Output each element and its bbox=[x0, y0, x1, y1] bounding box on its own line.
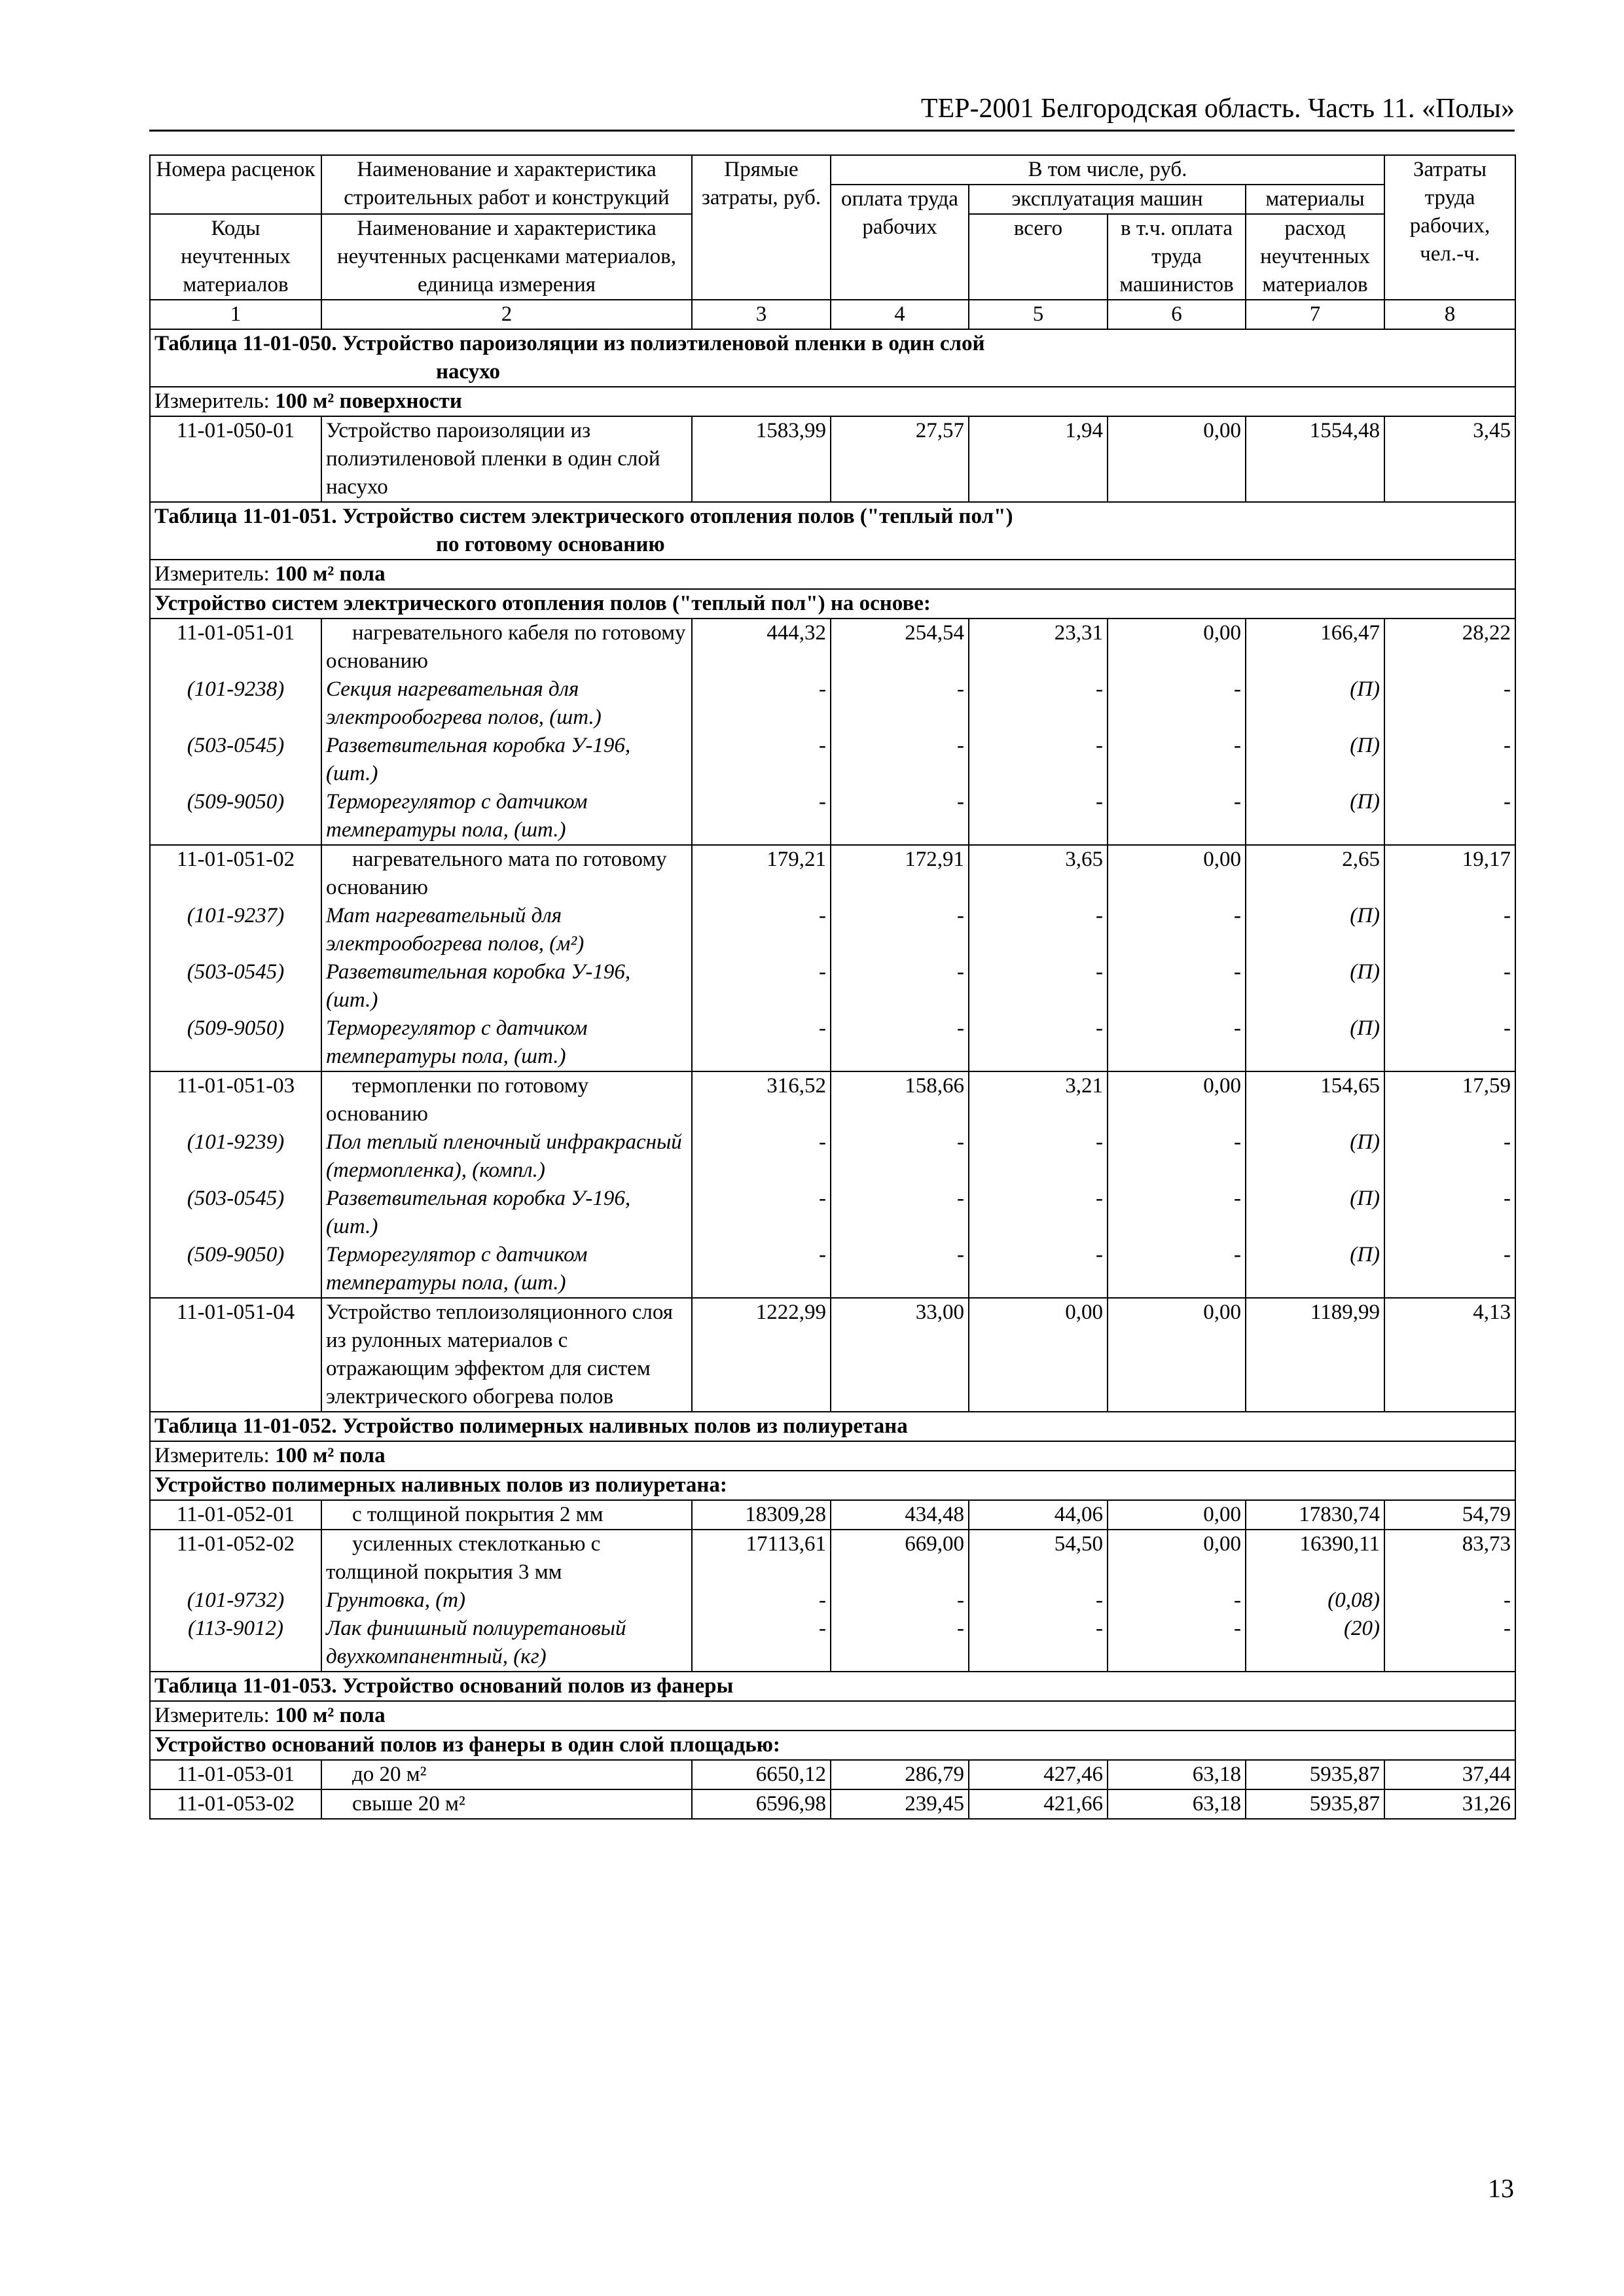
dash: - bbox=[1384, 1615, 1515, 1672]
rate-name-text: термопленки по готовому основанию bbox=[326, 1074, 589, 1126]
dash: - bbox=[969, 1241, 1108, 1298]
dash: - bbox=[1108, 902, 1246, 958]
rate-name-text: нагревательного мата по готовому основанию bbox=[326, 848, 667, 899]
hdr-col5: всего bbox=[969, 214, 1108, 300]
material-qty: (П) bbox=[1246, 958, 1384, 1014]
colnum-4: 4 bbox=[831, 300, 969, 329]
dash: - bbox=[1384, 675, 1515, 732]
header-rule bbox=[149, 130, 1515, 132]
header-row-1 bbox=[150, 155, 1515, 185]
table-050-title-row bbox=[150, 329, 1515, 387]
colnum-5: 5 bbox=[969, 300, 1108, 329]
hdr-col6: в т.ч. оплата труда машинистов bbox=[1108, 214, 1246, 300]
machinists-pay: 0,00 bbox=[1108, 1500, 1246, 1530]
material-qty: (20) bbox=[1246, 1615, 1384, 1672]
dash: - bbox=[831, 958, 969, 1014]
rate-name bbox=[321, 1789, 692, 1819]
colnum-7: 7 bbox=[1246, 300, 1384, 329]
meter-value: 100 м² пола bbox=[275, 562, 386, 586]
direct-cost: 18309,28 bbox=[692, 1500, 831, 1530]
table-row bbox=[150, 1530, 1515, 1587]
materials-cost: 2,65 bbox=[1246, 845, 1384, 902]
direct-cost: 6596,98 bbox=[692, 1789, 831, 1819]
dash: - bbox=[969, 902, 1108, 958]
rate-name-text: свыше 20 м² bbox=[352, 1792, 465, 1816]
table-052-meter bbox=[150, 1441, 1515, 1471]
machines-total: 23,31 bbox=[969, 619, 1108, 675]
material-row bbox=[150, 1587, 1515, 1615]
machinists-pay: 0,00 bbox=[1108, 1071, 1246, 1128]
machines-total: 0,00 bbox=[969, 1298, 1108, 1412]
direct-cost: 316,52 bbox=[692, 1071, 831, 1128]
material-code: (509-9050) bbox=[150, 1241, 321, 1298]
running-title: ТЕР-2001 Белгородская область. Часть 11. «Полы» bbox=[920, 94, 1515, 124]
dash: - bbox=[831, 1014, 969, 1071]
table-053-meter bbox=[150, 1701, 1515, 1731]
material-name: Грунтовка, (т) bbox=[321, 1587, 692, 1615]
table-052-title-row bbox=[150, 1412, 1515, 1441]
dash: - bbox=[1384, 1014, 1515, 1071]
direct-cost: 179,21 bbox=[692, 845, 831, 902]
table-051-title bbox=[150, 502, 1515, 560]
labor-pay: 172,91 bbox=[831, 845, 969, 902]
dash: - bbox=[1108, 1587, 1246, 1615]
materials-cost: 154,65 bbox=[1246, 1071, 1384, 1128]
dash: - bbox=[1108, 1014, 1246, 1071]
table-053-title: Таблица 11-01-053. Устройство оснований полов из фанеры bbox=[150, 1672, 1515, 1701]
dash: - bbox=[692, 958, 831, 1014]
materials-cost: 16390,11 bbox=[1246, 1530, 1384, 1587]
material-code: (101-9238) bbox=[150, 675, 321, 732]
meter-value: 100 м² пола bbox=[275, 1444, 386, 1467]
table-row bbox=[150, 1760, 1515, 1789]
direct-cost: 6650,12 bbox=[692, 1760, 831, 1789]
material-row bbox=[150, 958, 1515, 1014]
material-row bbox=[150, 1185, 1515, 1241]
labor-hours: 28,22 bbox=[1384, 619, 1515, 675]
machinists-pay: 0,00 bbox=[1108, 416, 1246, 502]
dash: - bbox=[969, 1615, 1108, 1672]
dash: - bbox=[692, 1128, 831, 1185]
dash: - bbox=[692, 1615, 831, 1672]
labor-hours: 19,17 bbox=[1384, 845, 1515, 902]
rate-name: Устройство теплоизоляционного слоя из рулонных материалов с отражающим эффектом для систем электрического обогрева полов bbox=[321, 1298, 692, 1412]
material-row bbox=[150, 675, 1515, 732]
rate-name: Устройство пароизоляции из полиэтиленовой пленки в один слой насухо bbox=[321, 416, 692, 502]
material-row bbox=[150, 1241, 1515, 1298]
dash: - bbox=[831, 788, 969, 845]
hdr-col7: расход неучтенных материалов bbox=[1246, 214, 1384, 300]
hdr-col1-top: Номера расценок bbox=[150, 155, 321, 214]
dash: - bbox=[969, 675, 1108, 732]
dash: - bbox=[831, 1128, 969, 1185]
dash: - bbox=[969, 732, 1108, 788]
column-numbers-row bbox=[150, 300, 1515, 329]
rate-code: 11-01-053-01 bbox=[150, 1760, 321, 1789]
hdr-col3: Прямые затраты, руб. bbox=[692, 155, 831, 300]
meter-label: Измеритель: bbox=[154, 1444, 270, 1467]
rate-code: 11-01-051-03 bbox=[150, 1071, 321, 1128]
material-name: Разветвительная коробка У-196, (шт.) bbox=[321, 1185, 692, 1241]
direct-cost: 444,32 bbox=[692, 619, 831, 675]
material-name: Секция нагревательная для электрообогрева полов, (шт.) bbox=[321, 675, 692, 732]
material-code: (509-9050) bbox=[150, 1014, 321, 1071]
dash: - bbox=[831, 675, 969, 732]
table-053-subhead: Устройство оснований полов из фанеры в один слой площадью: bbox=[150, 1731, 1515, 1760]
rate-code: 11-01-051-02 bbox=[150, 845, 321, 902]
labor-hours: 54,79 bbox=[1384, 1500, 1515, 1530]
materials-cost: 17830,74 bbox=[1246, 1500, 1384, 1530]
material-qty: (П) bbox=[1246, 675, 1384, 732]
table-053-title-row bbox=[150, 1672, 1515, 1701]
dash: - bbox=[1384, 732, 1515, 788]
dash: - bbox=[1384, 788, 1515, 845]
rate-name bbox=[321, 845, 692, 902]
rate-code: 11-01-050-01 bbox=[150, 416, 321, 502]
colnum-8: 8 bbox=[1384, 300, 1515, 329]
machinists-pay: 0,00 bbox=[1108, 845, 1246, 902]
material-name: Терморегулятор с датчиком температуры пола, (шт.) bbox=[321, 1241, 692, 1298]
table-050-title bbox=[150, 329, 1515, 387]
dash: - bbox=[1384, 902, 1515, 958]
rate-name bbox=[321, 1500, 692, 1530]
hdr-col4: оплата труда рабочих bbox=[831, 185, 969, 300]
direct-cost: 17113,61 bbox=[692, 1530, 831, 1587]
dash: - bbox=[1108, 675, 1246, 732]
hdr-col2-top: Наименование и характеристика строительных работ и конструкций bbox=[321, 155, 692, 214]
rate-name-text: нагревательного кабеля по готовому основанию bbox=[326, 621, 686, 673]
labor-pay: 27,57 bbox=[831, 416, 969, 502]
material-code: (101-9237) bbox=[150, 902, 321, 958]
labor-pay: 33,00 bbox=[831, 1298, 969, 1412]
dash: - bbox=[831, 1185, 969, 1241]
table-051-title-line1: Таблица 11-01-051. Устройство систем электрического отопления полов ("теплый пол") bbox=[154, 505, 1013, 528]
rate-name-text: с толщиной покрытия 2 мм bbox=[352, 1503, 604, 1526]
hdr-group: В том числе, руб. bbox=[831, 155, 1384, 185]
rate-name bbox=[321, 619, 692, 675]
table-052-subhead-row bbox=[150, 1471, 1515, 1500]
table-row bbox=[150, 619, 1515, 675]
material-name: Пол теплый пленочный инфракрасный (термопленка), (компл.) bbox=[321, 1128, 692, 1185]
table-051-subhead: Устройство систем электрического отопления полов ("теплый пол") на основе: bbox=[150, 589, 1515, 619]
dash: - bbox=[692, 1185, 831, 1241]
table-row bbox=[150, 416, 1515, 502]
dash: - bbox=[1384, 1241, 1515, 1298]
material-name: Разветвительная коробка У-196, (шт.) bbox=[321, 958, 692, 1014]
dash: - bbox=[1108, 1615, 1246, 1672]
materials-cost: 166,47 bbox=[1246, 619, 1384, 675]
direct-cost: 1222,99 bbox=[692, 1298, 831, 1412]
table-053-meter-row bbox=[150, 1701, 1515, 1731]
labor-hours: 3,45 bbox=[1384, 416, 1515, 502]
dash: - bbox=[1108, 1128, 1246, 1185]
meter-value: 100 м² пола bbox=[275, 1704, 386, 1727]
material-name: Мат нагревательный для электрообогрева полов, (м²) bbox=[321, 902, 692, 958]
machines-total: 421,66 bbox=[969, 1789, 1108, 1819]
dash: - bbox=[692, 675, 831, 732]
dash: - bbox=[692, 732, 831, 788]
material-row bbox=[150, 1615, 1515, 1672]
material-qty: (П) bbox=[1246, 732, 1384, 788]
labor-pay: 434,48 bbox=[831, 1500, 969, 1530]
material-name: Терморегулятор с датчиком температуры пола, (шт.) bbox=[321, 788, 692, 845]
hdr-materials: материалы bbox=[1246, 185, 1384, 214]
direct-cost: 1583,99 bbox=[692, 416, 831, 502]
machinists-pay: 0,00 bbox=[1108, 1530, 1246, 1587]
material-name: Разветвительная коробка У-196, (шт.) bbox=[321, 732, 692, 788]
machines-total: 3,65 bbox=[969, 845, 1108, 902]
dash: - bbox=[1384, 1587, 1515, 1615]
dash: - bbox=[692, 1014, 831, 1071]
materials-cost: 1554,48 bbox=[1246, 416, 1384, 502]
material-code: (503-0545) bbox=[150, 1185, 321, 1241]
dash: - bbox=[831, 732, 969, 788]
table-row bbox=[150, 1500, 1515, 1530]
colnum-1: 1 bbox=[150, 300, 321, 329]
table-row bbox=[150, 1789, 1515, 1819]
machines-total: 3,21 bbox=[969, 1071, 1108, 1128]
table-050-title-line2: насухо bbox=[436, 360, 500, 384]
rate-name bbox=[321, 1071, 692, 1128]
material-code: (113-9012) bbox=[150, 1615, 321, 1672]
table-053-subhead-row bbox=[150, 1731, 1515, 1760]
table-050-meter-row bbox=[150, 387, 1515, 416]
dash: - bbox=[969, 1014, 1108, 1071]
rate-code: 11-01-051-04 bbox=[150, 1298, 321, 1412]
table-row bbox=[150, 845, 1515, 902]
rate-name bbox=[321, 1530, 692, 1587]
dash: - bbox=[692, 1241, 831, 1298]
dash: - bbox=[969, 1587, 1108, 1615]
rate-code: 11-01-052-01 bbox=[150, 1500, 321, 1530]
material-code: (101-9732) bbox=[150, 1587, 321, 1615]
table-051-meter bbox=[150, 560, 1515, 589]
material-name: Лак финишный полиуретановый двухкомпанентный, (кг) bbox=[321, 1615, 692, 1672]
labor-pay: 239,45 bbox=[831, 1789, 969, 1819]
labor-pay: 158,66 bbox=[831, 1071, 969, 1128]
material-row bbox=[150, 732, 1515, 788]
dash: - bbox=[969, 958, 1108, 1014]
dash: - bbox=[831, 1587, 969, 1615]
meter-value: 100 м² поверхности bbox=[275, 389, 462, 413]
rate-code: 11-01-052-02 bbox=[150, 1530, 321, 1587]
dash: - bbox=[692, 902, 831, 958]
table-row bbox=[150, 1298, 1515, 1412]
table-051-meter-row bbox=[150, 560, 1515, 589]
dash: - bbox=[692, 788, 831, 845]
machines-total: 1,94 bbox=[969, 416, 1108, 502]
dash: - bbox=[1384, 1128, 1515, 1185]
table-052-subhead: Устройство полимерных наливных полов из полиуретана: bbox=[150, 1471, 1515, 1500]
material-qty: (П) bbox=[1246, 1241, 1384, 1298]
page-number: 13 bbox=[1488, 2174, 1514, 2203]
machinists-pay: 63,18 bbox=[1108, 1760, 1246, 1789]
material-row bbox=[150, 1128, 1515, 1185]
material-qty: (П) bbox=[1246, 788, 1384, 845]
colnum-2: 2 bbox=[321, 300, 692, 329]
machines-total: 44,06 bbox=[969, 1500, 1108, 1530]
hdr-col8: Затраты труда рабочих, чел.-ч. bbox=[1384, 155, 1515, 300]
dash: - bbox=[692, 1587, 831, 1615]
labor-pay: 254,54 bbox=[831, 619, 969, 675]
table-052-title: Таблица 11-01-052. Устройство полимерных наливных полов из полиуретана bbox=[150, 1412, 1515, 1441]
rate-name-text: до 20 м² bbox=[352, 1763, 427, 1786]
table-050-meter bbox=[150, 387, 1515, 416]
material-row bbox=[150, 902, 1515, 958]
machinists-pay: 63,18 bbox=[1108, 1789, 1246, 1819]
dash: - bbox=[969, 788, 1108, 845]
material-code: (503-0545) bbox=[150, 958, 321, 1014]
dash: - bbox=[1384, 958, 1515, 1014]
dash: - bbox=[969, 1185, 1108, 1241]
material-row bbox=[150, 1014, 1515, 1071]
table-050-title-line1: Таблица 11-01-050. Устройство пароизоляции из полиэтиленовой пленки в один слой bbox=[154, 332, 985, 355]
rate-code: 11-01-053-02 bbox=[150, 1789, 321, 1819]
meter-label: Измеритель: bbox=[154, 562, 270, 586]
material-row bbox=[150, 788, 1515, 845]
meter-label: Измеритель: bbox=[154, 389, 270, 413]
machinists-pay: 0,00 bbox=[1108, 1298, 1246, 1412]
rate-name bbox=[321, 1760, 692, 1789]
dash: - bbox=[1384, 1185, 1515, 1241]
rate-code: 11-01-051-01 bbox=[150, 619, 321, 675]
materials-cost: 1189,99 bbox=[1246, 1298, 1384, 1412]
dash: - bbox=[1108, 788, 1246, 845]
machines-total: 427,46 bbox=[969, 1760, 1108, 1789]
table-051-subhead-row bbox=[150, 589, 1515, 619]
rate-name-text: усиленных стеклотканью с толщиной покрытия 3 мм bbox=[326, 1532, 601, 1584]
table-row bbox=[150, 1071, 1515, 1128]
hdr-col1-bottom: Коды неучтенных материалов bbox=[150, 214, 321, 300]
labor-hours: 83,73 bbox=[1384, 1530, 1515, 1587]
dash: - bbox=[969, 1128, 1108, 1185]
colnum-6: 6 bbox=[1108, 300, 1246, 329]
material-qty: (П) bbox=[1246, 1014, 1384, 1071]
material-qty: (0,08) bbox=[1246, 1587, 1384, 1615]
material-code: (509-9050) bbox=[150, 788, 321, 845]
labor-hours: 31,26 bbox=[1384, 1789, 1515, 1819]
dash: - bbox=[1108, 1185, 1246, 1241]
material-name: Терморегулятор с датчиком температуры пола, (шт.) bbox=[321, 1014, 692, 1071]
labor-pay: 286,79 bbox=[831, 1760, 969, 1789]
labor-hours: 37,44 bbox=[1384, 1760, 1515, 1789]
machines-total: 54,50 bbox=[969, 1530, 1108, 1587]
material-qty: (П) bbox=[1246, 1185, 1384, 1241]
materials-cost: 5935,87 bbox=[1246, 1789, 1384, 1819]
dash: - bbox=[1108, 1241, 1246, 1298]
dash: - bbox=[1108, 958, 1246, 1014]
dash: - bbox=[831, 1241, 969, 1298]
table-051-title-row bbox=[150, 502, 1515, 560]
meter-label: Измеритель: bbox=[154, 1704, 270, 1727]
dash: - bbox=[831, 902, 969, 958]
labor-hours: 4,13 bbox=[1384, 1298, 1515, 1412]
table-052-meter-row bbox=[150, 1441, 1515, 1471]
price-table bbox=[149, 154, 1516, 1820]
table-051-title-line2: по готовому основанию bbox=[436, 533, 665, 556]
dash: - bbox=[1108, 732, 1246, 788]
colnum-3: 3 bbox=[692, 300, 831, 329]
dash: - bbox=[831, 1615, 969, 1672]
material-qty: (П) bbox=[1246, 902, 1384, 958]
labor-hours: 17,59 bbox=[1384, 1071, 1515, 1128]
machinists-pay: 0,00 bbox=[1108, 619, 1246, 675]
material-qty: (П) bbox=[1246, 1128, 1384, 1185]
hdr-col2-bottom: Наименование и характеристика неучтенных расценками материалов, единица измерения bbox=[321, 214, 692, 300]
material-code: (503-0545) bbox=[150, 732, 321, 788]
materials-cost: 5935,87 bbox=[1246, 1760, 1384, 1789]
material-code: (101-9239) bbox=[150, 1128, 321, 1185]
hdr-machines: эксплуатация машин bbox=[969, 185, 1246, 214]
labor-pay: 669,00 bbox=[831, 1530, 969, 1587]
